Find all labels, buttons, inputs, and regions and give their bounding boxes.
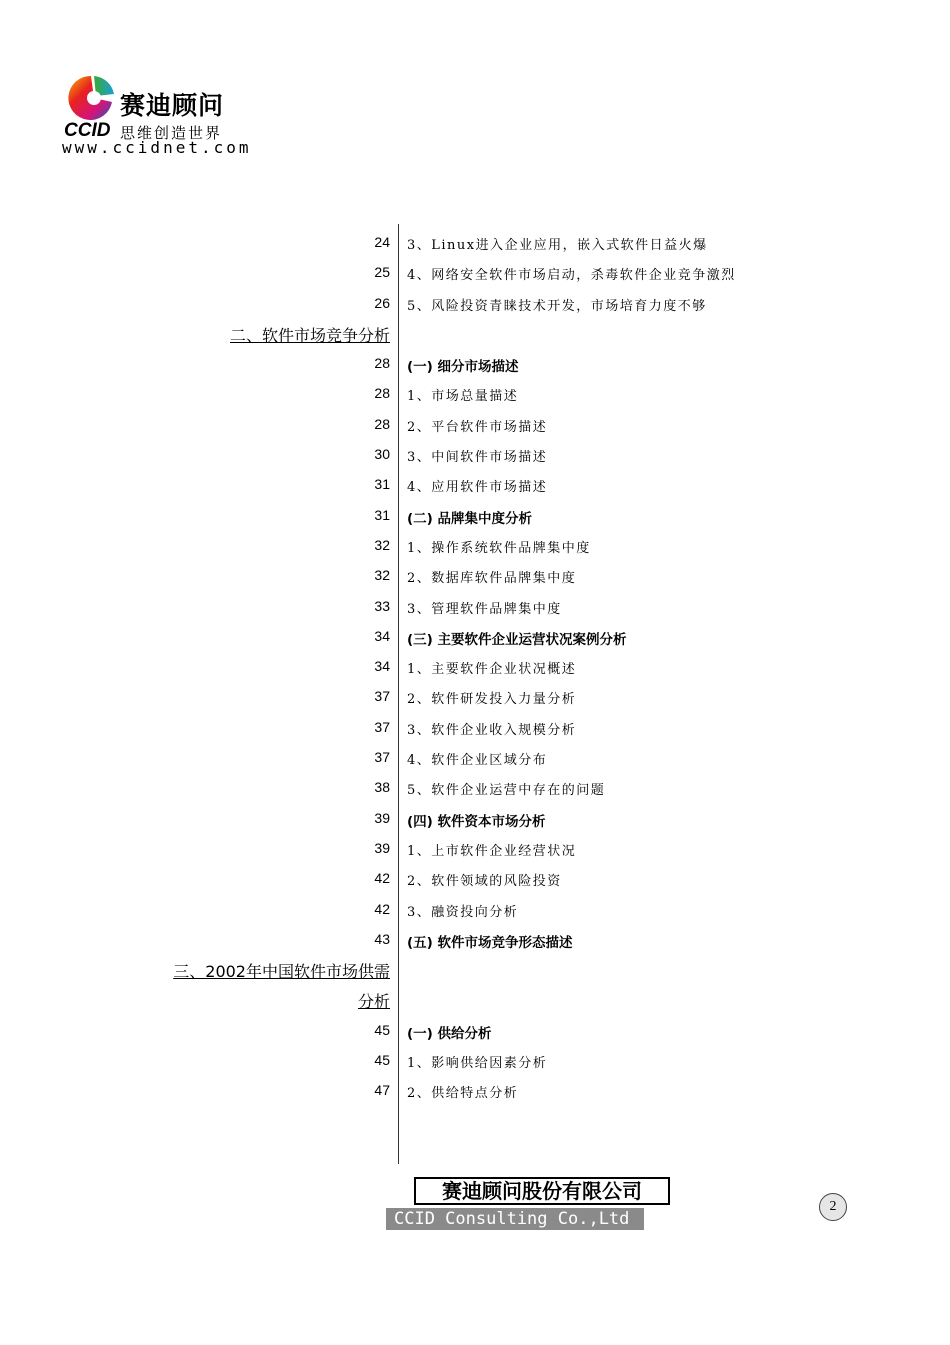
- toc-chapter-row[interactable]: [0, 955, 950, 985]
- toc-item-row[interactable]: [0, 440, 950, 470]
- toc-page-number: 25: [374, 264, 390, 281]
- toc-page-number: 39: [374, 809, 390, 826]
- toc-item-row[interactable]: [0, 682, 950, 712]
- toc-item-row[interactable]: [0, 289, 950, 319]
- toc-entry-text[interactable]: 1、上市软件企业经营状况: [407, 843, 577, 859]
- toc-item-row[interactable]: [0, 773, 950, 803]
- toc-page-number: 37: [374, 718, 390, 735]
- toc-page-number: 37: [374, 688, 390, 705]
- toc-section-row[interactable]: [0, 349, 950, 379]
- toc-page-number: 39: [374, 839, 390, 856]
- toc-entry-text[interactable]: 3、中间软件市场描述: [407, 450, 548, 466]
- toc-section-row[interactable]: [0, 622, 950, 652]
- toc-entry-text[interactable]: 4、网络安全软件市场启动，杀毒软件企业竞争激烈: [407, 268, 736, 284]
- footer-company-cn: 赛迪顾问股份有限公司: [414, 1177, 670, 1205]
- toc-item-row[interactable]: [0, 258, 950, 288]
- logo-slogan: 思维创造世界: [120, 124, 223, 142]
- ccid-logo: [62, 72, 262, 162]
- toc-page-number: 32: [374, 536, 390, 553]
- toc-item-row[interactable]: [0, 652, 950, 682]
- toc-page-number: 34: [374, 658, 390, 675]
- toc-item-row[interactable]: [0, 895, 950, 925]
- toc-page-number: 45: [374, 1052, 390, 1069]
- toc-entry-text[interactable]: (四) 软件资本市场分析: [407, 813, 546, 830]
- toc-entry-text[interactable]: (五) 软件市场竞争形态描述: [407, 934, 573, 951]
- toc-item-row[interactable]: [0, 1046, 950, 1076]
- toc-entry-text[interactable]: 2、数据库软件品牌集中度: [407, 571, 577, 587]
- page-number-badge: 2: [819, 1193, 847, 1221]
- toc-section-row[interactable]: [0, 925, 950, 955]
- toc-chapter-row[interactable]: [0, 985, 950, 1015]
- toc-chapter-title[interactable]: 二、软件市场竞争分析: [229, 325, 390, 345]
- toc-page-number: 33: [374, 597, 390, 614]
- toc-entry-text[interactable]: 3、融资投向分析: [407, 904, 519, 920]
- toc-section-row[interactable]: [0, 501, 950, 531]
- toc-item-row[interactable]: [0, 379, 950, 409]
- toc-page-number: 42: [374, 900, 390, 917]
- toc-page-number: 38: [374, 779, 390, 796]
- toc-entry-text[interactable]: 2、平台软件市场描述: [407, 419, 548, 435]
- logo-chinese-name: 赛迪顾问: [120, 91, 225, 120]
- toc-entry-text[interactable]: (二) 品牌集中度分析: [407, 510, 533, 527]
- toc-item-row[interactable]: [0, 531, 950, 561]
- toc-entry-text[interactable]: 5、风险投资青睐技术开发，市场培育力度不够: [407, 298, 707, 314]
- toc-item-row[interactable]: [0, 864, 950, 894]
- toc-entry-text[interactable]: 4、应用软件市场描述: [407, 480, 548, 496]
- toc-item-row[interactable]: [0, 834, 950, 864]
- toc-page-number: 28: [374, 355, 390, 372]
- toc-entry-text[interactable]: (一) 细分市场描述: [407, 359, 519, 376]
- toc-chapter-row[interactable]: [0, 319, 950, 349]
- toc-page-number: 31: [374, 476, 390, 493]
- logo-url: www.ccidnet.com: [62, 138, 252, 157]
- toc-entry-text[interactable]: 1、主要软件企业状况概述: [407, 662, 577, 678]
- toc-page-number: 34: [374, 627, 390, 644]
- toc-entry-text[interactable]: 4、软件企业区域分布: [407, 753, 548, 769]
- toc-entry-text[interactable]: (三) 主要软件企业运营状况案例分析: [407, 631, 627, 648]
- toc-page-number: 47: [374, 1082, 390, 1099]
- table-of-contents: [0, 228, 950, 1107]
- toc-item-row[interactable]: [0, 1076, 950, 1106]
- toc-page-number: 24: [374, 234, 390, 250]
- toc-page-number: 31: [374, 506, 390, 523]
- toc-page-number: 28: [374, 415, 390, 432]
- toc-chapter-title[interactable]: 三、2002年中国软件市场供需: [173, 962, 390, 982]
- toc-entry-text[interactable]: 2、软件研发投入力量分析: [407, 692, 577, 708]
- toc-page-number: 37: [374, 749, 390, 766]
- footer-company-en: CCID Consulting Co.,Ltd: [386, 1208, 644, 1230]
- toc-chapter-title[interactable]: 分析: [357, 992, 390, 1012]
- toc-item-row[interactable]: [0, 592, 950, 622]
- toc-page-number: 26: [374, 294, 390, 311]
- toc-page-number: 30: [374, 446, 390, 463]
- toc-item-row[interactable]: [0, 713, 950, 743]
- toc-entry-text[interactable]: 1、操作系统软件品牌集中度: [407, 540, 591, 556]
- toc-section-row[interactable]: [0, 1016, 950, 1046]
- logo-ccid-text: CCID: [64, 120, 111, 141]
- toc-page-number: 42: [374, 870, 390, 887]
- toc-page-number: 45: [374, 1021, 390, 1038]
- toc-entry-text[interactable]: 2、供给特点分析: [407, 1086, 519, 1102]
- toc-page-number: 32: [374, 567, 390, 584]
- toc-entry-text[interactable]: 1、影响供给因素分析: [407, 1056, 548, 1072]
- toc-entry-text[interactable]: 1、市场总量描述: [407, 389, 519, 405]
- toc-entry-text[interactable]: 5、软件企业运营中存在的问题: [407, 783, 606, 799]
- toc-entry-text[interactable]: 3、管理软件品牌集中度: [407, 601, 562, 617]
- toc-entry-text[interactable]: 2、软件领域的风险投资: [407, 874, 562, 890]
- toc-entry-text[interactable]: 3、软件企业收入规模分析: [407, 722, 577, 738]
- toc-item-row[interactable]: [0, 470, 950, 500]
- ccid-logo-mark-icon: [64, 72, 118, 122]
- toc-page-number: 28: [374, 385, 390, 402]
- toc-item-row[interactable]: [0, 743, 950, 773]
- toc-entry-text[interactable]: (一) 供给分析: [407, 1025, 492, 1042]
- toc-item-row[interactable]: [0, 410, 950, 440]
- toc-section-row[interactable]: [0, 804, 950, 834]
- toc-entry-text[interactable]: 3、Linux进入企业应用，嵌入式软件日益火爆: [407, 238, 708, 253]
- toc-item-row[interactable]: [0, 228, 950, 258]
- toc-item-row[interactable]: [0, 561, 950, 591]
- toc-page-number: 43: [374, 930, 390, 947]
